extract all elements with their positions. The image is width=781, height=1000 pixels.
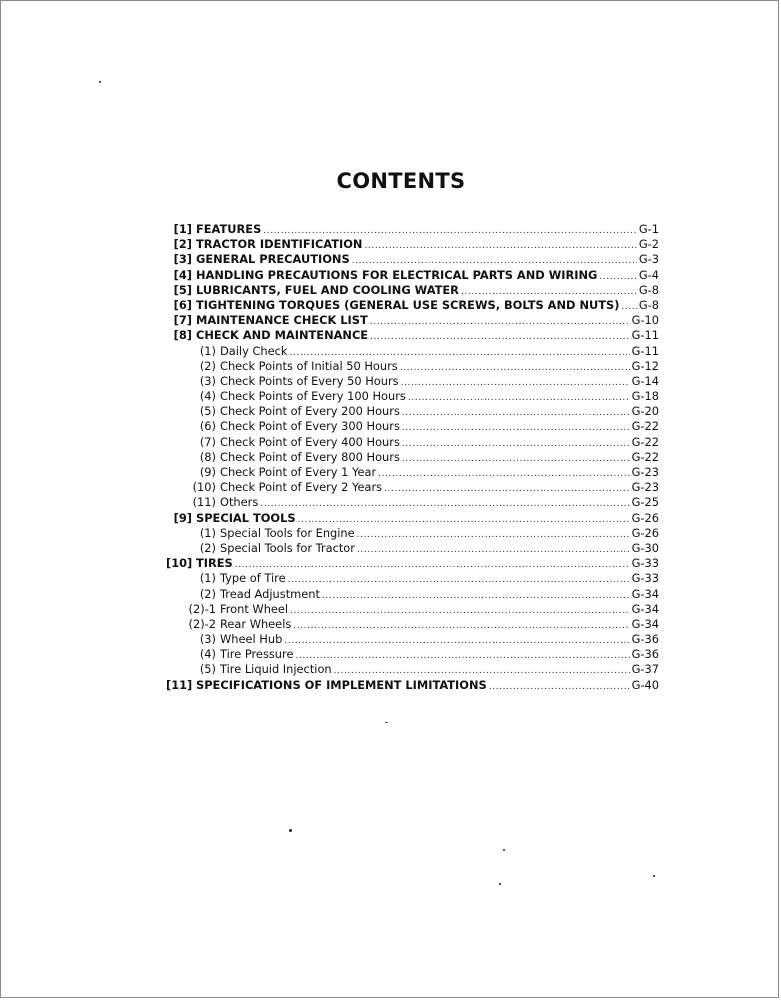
toc-entry [166, 450, 659, 465]
toc-entry-number: (2) [199, 540, 216, 555]
toc-entry-label: GENERAL PRECAUTIONS [196, 252, 350, 267]
dot-leader [284, 634, 629, 649]
toc-entry-label: LUBRICANTS, FUEL AND COOLING WATER [196, 282, 459, 297]
toc-entry-number: (1) [199, 571, 216, 586]
toc-entry [166, 647, 659, 662]
dot-leader [370, 315, 630, 330]
toc-entry [166, 419, 659, 434]
toc-entry-number: (2)-2 [188, 616, 216, 631]
toc-entry-label: Wheel Hub [220, 632, 283, 647]
toc-entry-number: (2) [199, 586, 216, 601]
toc-entry-number: [9] [173, 510, 192, 525]
toc-entry [166, 678, 659, 693]
scan-speck [653, 875, 655, 877]
toc-entry-number: (5) [199, 662, 216, 677]
toc-entry-label: Rear Wheels [220, 616, 292, 631]
dot-leader [408, 391, 630, 406]
toc-entry-page: G-33 [631, 556, 659, 571]
toc-entry [166, 283, 659, 298]
toc-entry-label: Daily Check [220, 343, 288, 358]
toc-entry-number: [7] [173, 313, 192, 328]
toc-entry-number: [6] [173, 297, 192, 312]
toc-entry-page: G-22 [631, 434, 659, 449]
dot-leader [290, 604, 629, 619]
toc-entry-page: G-10 [631, 313, 659, 328]
toc-entry [166, 404, 659, 419]
toc-entry-number: [5] [173, 282, 192, 297]
toc-entry [166, 511, 659, 526]
dot-leader [402, 421, 630, 436]
toc-entry [166, 222, 659, 237]
dot-leader [357, 543, 630, 558]
scan-speck [289, 829, 292, 832]
toc-entry-page: G-14 [631, 373, 659, 388]
toc-entry-label: Check Points of Every 100 Hours [220, 389, 406, 404]
dot-leader [260, 497, 629, 512]
toc-entry [166, 571, 659, 586]
toc-entry-page: G-34 [631, 601, 659, 616]
toc-entry-number: (5) [199, 404, 216, 419]
toc-entry-page: G-23 [631, 480, 659, 495]
toc-entry [166, 298, 659, 313]
dot-leader [599, 270, 636, 285]
toc-entry-page: G-40 [631, 677, 659, 692]
toc-entry-page: G-11 [631, 328, 659, 343]
toc-entry-page: G-34 [631, 586, 659, 601]
toc-entry-label: Check Point of Every 800 Hours [220, 449, 400, 464]
toc-entry-page: G-25 [631, 495, 659, 510]
toc-entry-page: G-8 [638, 297, 659, 312]
toc-entry [166, 344, 659, 359]
toc-entry-label: FEATURES [196, 222, 262, 236]
toc-entry-label: Tire Liquid Injection [220, 662, 332, 677]
dot-leader [402, 406, 630, 421]
toc-entry [166, 495, 659, 510]
toc-entry-page: G-33 [631, 571, 659, 586]
toc-entry-number: (6) [199, 419, 216, 434]
toc-entry-number: [2] [173, 237, 192, 252]
toc-entry [166, 526, 659, 541]
toc-entry [166, 465, 659, 480]
toc-entry-label: Check Point of Every 400 Hours [220, 434, 400, 449]
toc-entry-number: (2)-1 [188, 601, 216, 616]
toc-entry-page: G-12 [631, 358, 659, 373]
toc-entry-number: [4] [173, 267, 192, 282]
toc-entry-number: (1) [199, 525, 216, 540]
toc-entry-label: Check Points of Initial 50 Hours [220, 358, 398, 373]
toc-entry-page: G-20 [631, 404, 659, 419]
toc-entry-label: Others [220, 495, 259, 510]
toc-entry [166, 541, 659, 556]
toc-entry-number: (3) [199, 373, 216, 388]
toc-entry-label: TIGHTENING TORQUES (GENERAL USE SCREWS, BOLTS AND NUTS) [196, 297, 620, 312]
toc-entry [166, 556, 659, 571]
dot-leader [401, 376, 630, 391]
toc-entry [166, 602, 659, 617]
scan-speck [499, 883, 501, 885]
toc-entry [166, 328, 659, 343]
toc-entry-page: G-11 [631, 343, 659, 358]
toc-entry-label: Check Point of Every 300 Hours [220, 419, 400, 434]
toc-entry [166, 374, 659, 389]
scan-speck [99, 81, 101, 83]
toc-entry [166, 587, 659, 602]
toc-entry-label: CHECK AND MAINTENANCE [196, 328, 369, 343]
toc-entry-number: (1) [199, 343, 216, 358]
toc-entry [166, 313, 659, 328]
dot-leader [295, 649, 629, 664]
dot-leader [384, 482, 629, 497]
toc-entry-page: G-34 [631, 616, 659, 631]
toc-entry-number: [1] [173, 222, 192, 236]
toc-entry-label: Check Points of Every 50 Hours [220, 373, 399, 388]
toc-entry-label: Tread Adjustment [220, 586, 320, 601]
toc-entry-page: G-36 [631, 647, 659, 662]
toc-entry-page: G-18 [631, 389, 659, 404]
dot-leader [357, 528, 630, 543]
dot-leader [489, 680, 630, 695]
dot-leader [364, 239, 636, 254]
toc-entry-label: Front Wheel [220, 601, 289, 616]
toc-entry-label: MAINTENANCE CHECK LIST [196, 313, 368, 328]
dot-leader [402, 437, 630, 452]
toc-entry [166, 617, 659, 632]
toc-entry [166, 435, 659, 450]
dot-leader [288, 573, 630, 588]
toc-entry-number: (10) [192, 480, 216, 495]
dot-leader [235, 558, 630, 573]
toc-entry [166, 632, 659, 647]
toc-entry-number: [10] [166, 556, 193, 571]
toc-entry [166, 389, 659, 404]
toc-entry [166, 359, 659, 374]
toc-entry-page: G-1 [638, 222, 659, 236]
toc-entry-label: Check Point of Every 2 Years [220, 480, 383, 495]
toc-entry-number: (9) [199, 465, 216, 479]
toc-entry-number: (4) [199, 389, 216, 404]
toc-entry-page: G-23 [631, 465, 659, 479]
toc-entry-label: Special Tools for Engine [220, 525, 355, 540]
toc-entry [166, 237, 659, 252]
dot-leader [293, 619, 629, 634]
toc-entry [166, 480, 659, 495]
toc-entry-number: (11) [192, 495, 216, 510]
toc-entry-label: TIRES [196, 556, 233, 571]
toc-entry [166, 252, 659, 267]
dot-leader [402, 452, 630, 467]
toc-entry-number: (8) [199, 449, 216, 464]
page-title: CONTENTS [336, 169, 466, 193]
toc-entry-label: SPECIFICATIONS OF IMPLEMENT LIMITATIONS [196, 677, 487, 692]
dot-leader [378, 467, 629, 482]
toc-entry-number: (2) [199, 358, 216, 373]
toc-entry-page: G-3 [638, 252, 659, 267]
toc-entry-number: (7) [199, 434, 216, 449]
toc-entry-page: G-30 [631, 540, 659, 555]
toc-entry-label: Type of Tire [220, 571, 286, 586]
toc-entry-page: G-36 [631, 632, 659, 647]
table-of-contents [166, 222, 659, 693]
toc-entry-page: G-2 [638, 237, 659, 252]
toc-entry-page: G-22 [631, 419, 659, 434]
toc-entry-label: Tire Pressure [220, 647, 294, 662]
dot-leader [322, 589, 630, 604]
toc-entry-label: TRACTOR IDENTIFICATION [196, 237, 363, 252]
toc-entry-page: G-37 [631, 662, 659, 677]
toc-entry-page: G-26 [631, 510, 659, 525]
toc-entry-number: [3] [173, 252, 192, 267]
toc-entry-label: HANDLING PRECAUTIONS FOR ELECTRICAL PARTS AND WIRING [196, 267, 598, 282]
toc-entry-page: G-22 [631, 449, 659, 464]
toc-entry-number: (4) [199, 647, 216, 662]
scan-speck [503, 849, 505, 851]
toc-entry-label: Check Point of Every 200 Hours [220, 404, 400, 419]
scan-speck [385, 722, 388, 723]
toc-entry-label: SPECIAL TOOLS [196, 510, 296, 525]
toc-entry-page: G-26 [631, 525, 659, 540]
toc-entry [166, 662, 659, 677]
dot-leader [370, 330, 629, 345]
toc-entry-number: [8] [173, 328, 192, 343]
toc-entry-label: Check Point of Every 1 Year [220, 465, 377, 479]
toc-entry-number: [11] [166, 677, 193, 692]
toc-entry [166, 268, 659, 283]
dot-leader [400, 361, 630, 376]
toc-entry-page: G-8 [638, 282, 659, 297]
toc-entry-label: Special Tools for Tractor [220, 540, 355, 555]
toc-entry-page: G-4 [638, 267, 659, 282]
toc-entry-number: (3) [199, 632, 216, 647]
